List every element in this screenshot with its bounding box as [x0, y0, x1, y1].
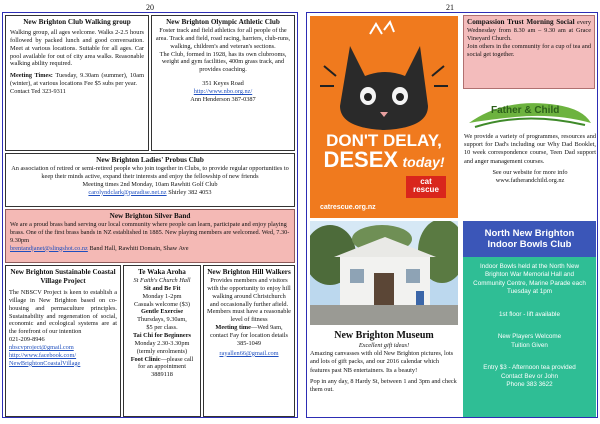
desex-poster	[310, 16, 458, 218]
waka-clinic	[127, 356, 197, 372]
walking-meeting	[10, 72, 144, 88]
indoor-bowls-poster	[463, 221, 596, 417]
band-email-link[interactable]: brentandjanet@slingshot.co.nz	[10, 244, 88, 252]
nbsvp-title: New Brighton Sustainable Coastal Village Project	[10, 268, 116, 285]
father-child-url: www.fatherandchild.org.nz	[495, 176, 565, 184]
band-title: New Brighton Silver Band	[109, 212, 191, 220]
waka-class2: Gentle Exercise	[140, 308, 184, 316]
waka-phone: 3889118	[151, 371, 173, 379]
band-location: Band Hall, Rawhiti Domain, Shaw Ave	[89, 244, 189, 252]
compassion-body-2: Join others in the community for a cup of tea and social get together.	[467, 42, 591, 58]
walking-contact: Contact Ted 323-9311	[10, 88, 66, 96]
desex-headline-2: DESEX	[323, 147, 399, 172]
nbsvp-phone: 021-209-8946	[9, 336, 45, 344]
nbsvp-facebook-link-2[interactable]: NewBrightonCoastalVillage	[9, 359, 81, 367]
bowls-welcome: New Players Welcome	[497, 333, 562, 341]
desex-headline-2-row	[310, 149, 458, 171]
waka-venue: St Faith's Church Hall	[133, 277, 191, 284]
te-waka-aroha-box	[123, 265, 201, 417]
hill-meeting-text: —Wed 9am, contact Fay for location details 385-1049	[210, 324, 288, 347]
band-body: We are a proud brass band serving our local community where people can learn, participate and enjoy playing brass. One of the first brass bands in NZ established in 1885. New playing members are welcomed. Wed, 7.30-9.30pm	[10, 221, 290, 244]
silver-band-box	[5, 209, 295, 263]
cat-rescue-logo-1: cat	[420, 177, 432, 186]
compassion-title: Compassion Trust Morning Social	[467, 18, 575, 26]
museum-title: New Brighton Museum	[334, 330, 434, 341]
father-child-site-line: See our website for more info	[492, 168, 568, 176]
waka-class2-time: Thursdays, 9.30am,	[137, 316, 187, 324]
walking-meeting-label: Meeting Times:	[10, 72, 53, 80]
olympic-contact: Ann Henderson 387-0387	[190, 95, 256, 103]
olympic-link[interactable]: http://www.nbo.org.nz/	[193, 88, 253, 96]
bowls-entry: Entry $3 - Afternoon tea provided	[483, 364, 576, 372]
cat-rescue-logo-2: rescue	[413, 185, 439, 194]
waka-class3-time: Monday 2.30-3.30pm	[134, 339, 190, 347]
hill-meeting	[207, 324, 291, 348]
bowls-title-1: North New Brighton	[484, 228, 575, 239]
waka-class1-fee: Casuals welcome ($3)	[134, 300, 190, 308]
waka-class3: Tai Chi for Beginners	[133, 332, 191, 340]
olympic-address: 351 Keyes Road	[202, 80, 244, 88]
hill-title: New Brighton Hill Walkers	[207, 268, 291, 276]
cat-rescue-logo	[406, 176, 446, 198]
nbsvp-email-link[interactable]: nbscvproject@gmail.com	[9, 344, 74, 352]
probus-contact	[10, 189, 290, 197]
waka-class2-fee: $5 per class.	[146, 324, 178, 332]
desex-headline	[310, 132, 458, 171]
desex-headline-3: today!	[402, 154, 445, 170]
waka-class1-time: Monday 1-2pm	[142, 292, 182, 300]
hill-email-link[interactable]: rayallen66@gmail.com	[219, 349, 279, 357]
walking-body: Walking group, all ages welcome. Walks 2-2.5 hours followed by packed lunch and good conversation. Meet at various locations. Suitable for all ages. Car pool available for out of city area walks. Reasonable walking ability required.	[10, 29, 144, 68]
band-contact	[10, 245, 290, 253]
museum-tagline: Excellent gift ideas!	[358, 342, 410, 349]
bowls-header	[463, 221, 596, 257]
bowls-contact: Contact Bev or John	[500, 372, 559, 380]
hill-body: Provides members and visitors with the opportunity to enjoy hill walking around Christchurch and occasionally further afield. Members must have a reasonable level of fitness	[207, 277, 291, 324]
waka-title: Te Waka Aroha	[138, 268, 186, 276]
page-number-right: 21	[446, 3, 454, 12]
waka-class1: Sit and Be Fit	[143, 284, 181, 292]
probus-meeting: Meeting times 2nd Monday, 10am Rawhiti Golf Club	[82, 180, 218, 188]
compassion-body: every Wednesday from 8.30 am – 9.30 am at Grace Vineyard Church.	[467, 19, 592, 42]
museum-visit: Pop in any day, 8 Hardy St, between 1 and 3pm and check them out.	[310, 377, 457, 393]
probus-body: An association of retired or semi-retired people who join together in Clubs, to provide regular opportunities to keep their minds active, expand their interests and enjoy the fellowship of new friends	[11, 165, 289, 180]
father-child-logo	[465, 93, 595, 131]
museum-body: Amazing canvasses with old New Brighton pictures, lots and lots of gift packs, and our 2016 calendar which features past NB entertainers. Its a beauty!	[310, 350, 454, 374]
page-number-left: 20	[146, 3, 154, 12]
probus-email-link[interactable]: carolyndclark@paradise.net.nz	[88, 188, 167, 196]
olympic-history: The Club, formed in 1928, has its own clubrooms, weight and gym facilities, 400m grass track, and provides coaching.	[159, 50, 287, 74]
bowls-details	[463, 257, 596, 390]
waka-clinic-label: Foot Clinic	[130, 355, 161, 363]
waka-class3-fee: (termly enrolments)	[136, 347, 188, 355]
hill-meeting-label: Meeting time	[215, 324, 251, 332]
waka-clinic-text: —please call for an appointment	[138, 355, 194, 371]
sustainable-village-box	[5, 265, 121, 417]
father-child-body: We provide a variety of programmes, resources and support for Dad's including our Why Dad Booklet, 10 week correspondence course, Teen Dad support and anger management courses.	[464, 133, 596, 165]
bowls-body: Indoor Bowls held at the North New Brighton War Memorial Hall and Community Centre, Marine Parade each Tuesday at 1pm	[473, 262, 586, 296]
walking-group-box	[5, 15, 149, 151]
walking-meeting-text: Tuesday, 9.30am (summer), 10am (winter), at various locations	[10, 72, 144, 88]
desex-headline-1: DON'T DELAY,	[326, 131, 442, 150]
bowls-tuition: Tuition Given	[511, 341, 548, 349]
bowls-floor: 1st floor - lift available	[499, 310, 560, 318]
probus-title: New Brighton Ladies' Probus Club	[96, 156, 204, 164]
hill-walkers-box	[203, 265, 295, 417]
bowls-phone: Phone 383 3622	[506, 381, 553, 389]
cat-rescue-url: catrescue.org.nz	[320, 204, 376, 211]
olympic-club-box	[151, 15, 295, 151]
right-page	[306, 12, 598, 418]
father-child-text	[464, 133, 596, 217]
walking-title: New Brighton Club Walking group	[23, 18, 131, 26]
probus-phone: Shirley 382 4053	[168, 188, 212, 196]
compassion-trust-box	[463, 15, 595, 89]
museum-text	[310, 327, 458, 417]
nbsvp-body: The NBSCV Project is keen to establish a village in New Brighton based on co-housing and permaculture principles. Sustainability and regeneration of social, economic and ecological systems are at the forefront of our intention	[9, 289, 117, 336]
bowls-title-2: Indoor Bowls Club	[487, 238, 572, 250]
father-child-logo-text: Father & Child	[491, 105, 560, 116]
nbsvp-facebook-link[interactable]: http://www.facebook.com/	[9, 351, 77, 359]
olympic-title: New Brighton Olympic Athletic Club	[166, 18, 280, 26]
probus-club-box	[5, 153, 295, 207]
olympic-body: Foster track and field athletics for all people of the area. Track and field, road racing, harriers, club-runs, walking, children's and veteran's sections.	[155, 27, 291, 50]
left-page	[2, 12, 298, 418]
museum-photo	[310, 221, 458, 325]
walking-fee: Fee $5 subs per year.	[83, 80, 137, 88]
